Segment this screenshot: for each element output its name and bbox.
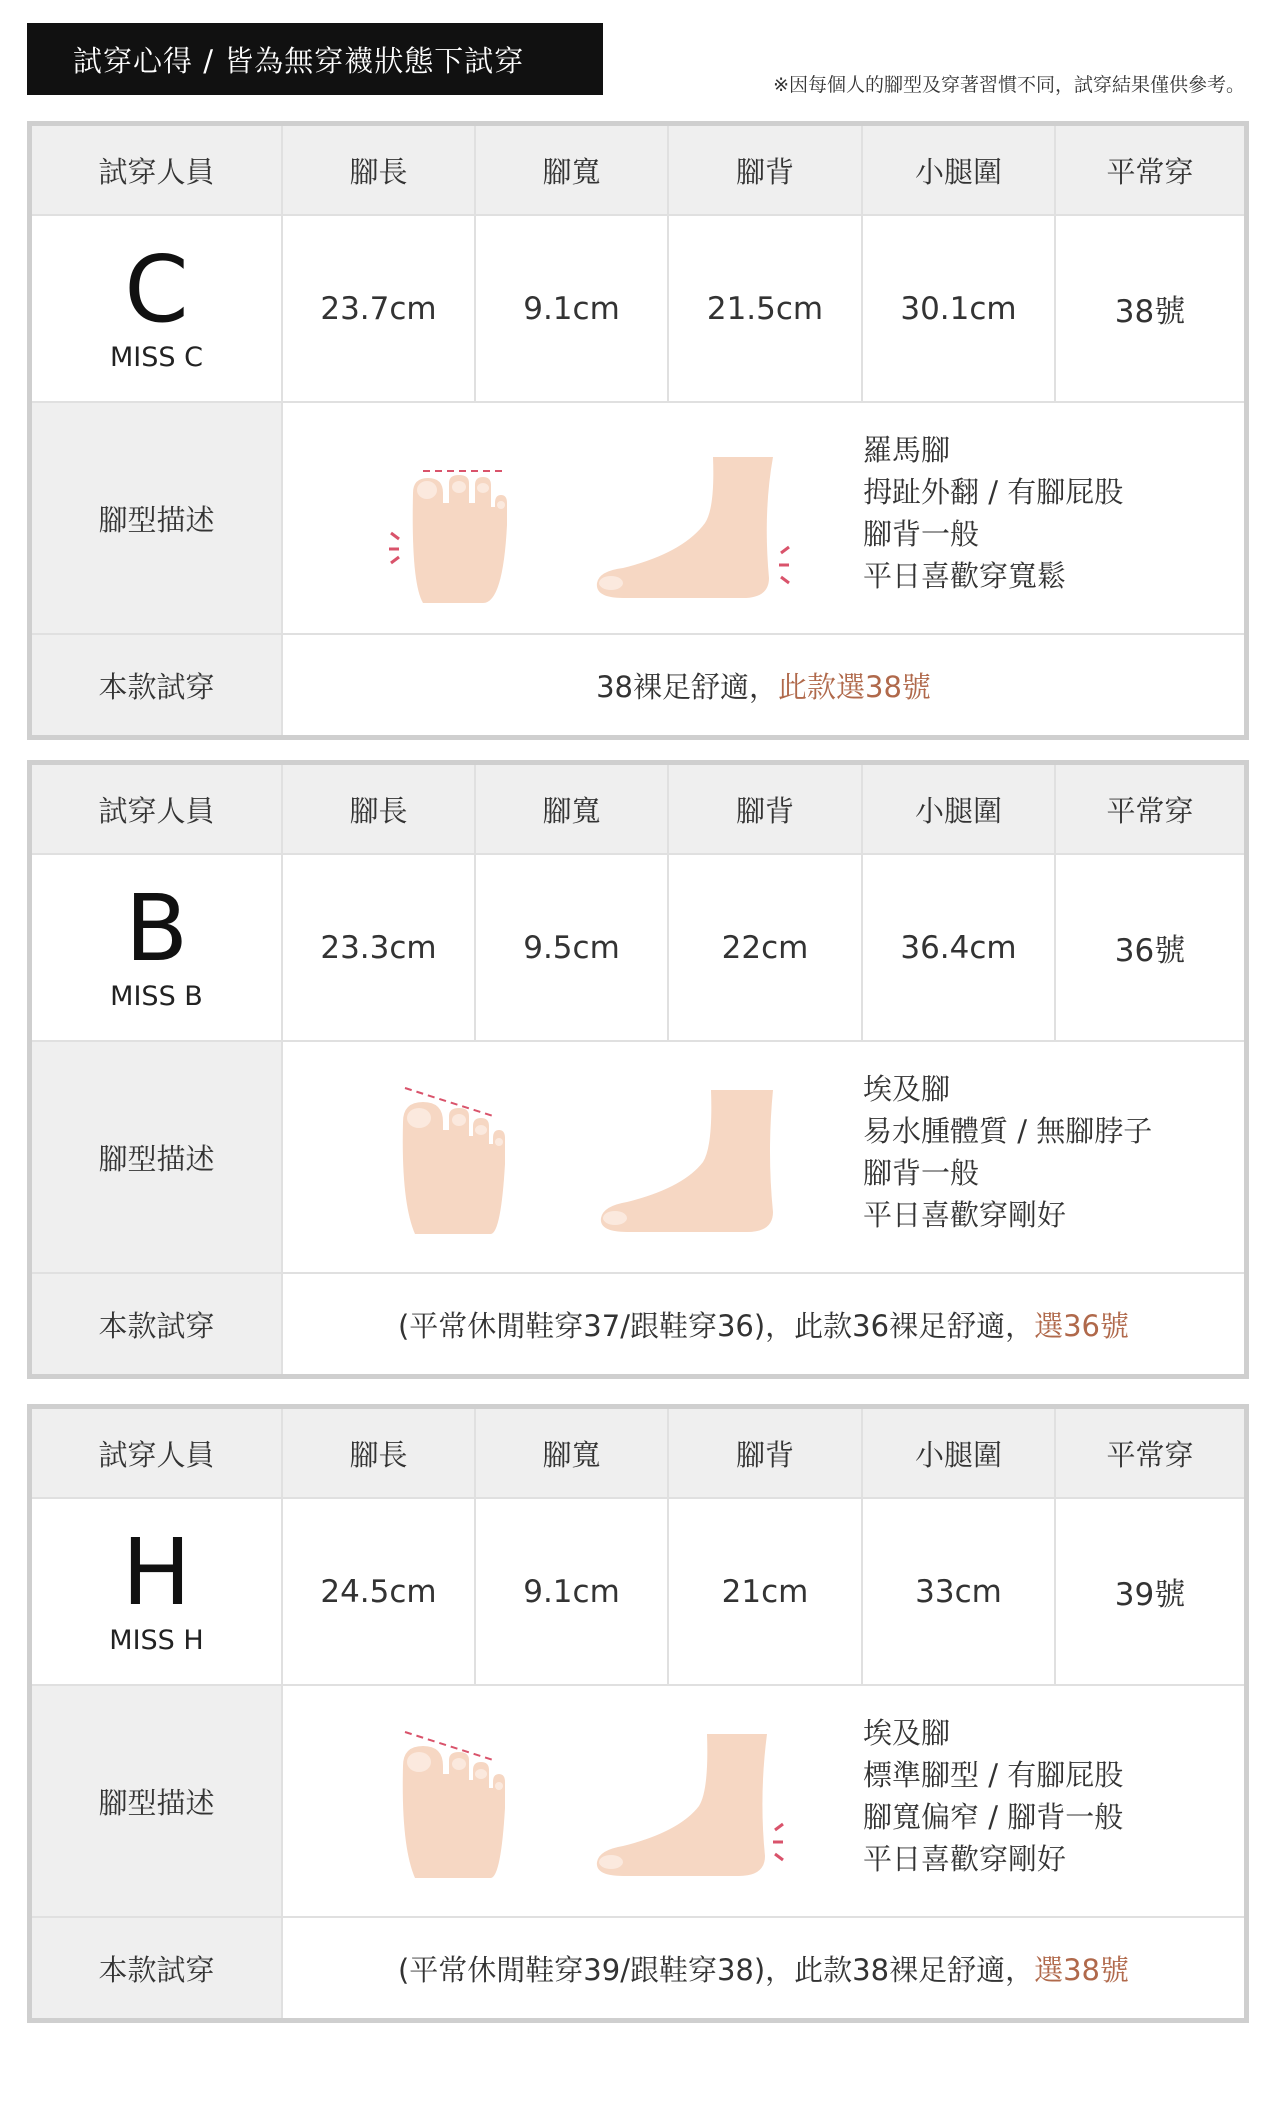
foot-description-row xyxy=(32,403,1244,635)
header-row xyxy=(32,126,1244,216)
header-row xyxy=(32,1409,1244,1499)
tester-card-c xyxy=(27,121,1249,740)
col-header-width: 腳寬 xyxy=(476,1409,669,1497)
page-title: 試穿心得 / 皆為無穿襪狀態下試穿 xyxy=(27,23,603,95)
col-header-width: 腳寬 xyxy=(476,765,669,853)
trial-text: (平常休閒鞋穿39/跟鞋穿38)，此款38裸足舒適， xyxy=(397,1952,1035,1987)
recommended-size: 選36號 xyxy=(1034,1308,1129,1343)
calf-value: 33cm xyxy=(863,1499,1056,1684)
foot-description-row xyxy=(32,1042,1244,1274)
foot-description-text: 埃及腳 易水腫體質 / 無腳脖子 腳背一般 平日喜歡穿剛好 xyxy=(863,1072,1153,1232)
tester-letter: B xyxy=(124,875,189,982)
col-header-calf: 小腿圍 xyxy=(863,765,1056,853)
foot-width-value: 9.5cm xyxy=(476,855,669,1040)
foot-description-row xyxy=(32,1686,1244,1918)
col-header-usual-size: 平常穿 xyxy=(1106,154,1194,189)
foot-side-icon xyxy=(583,1082,803,1242)
trial-text: 38裸足舒適， xyxy=(596,669,778,704)
disclaimer-note: ※因每個人的腳型及穿著習慣不同，試穿結果僅供參考。 xyxy=(773,74,1245,96)
calf-value: 30.1cm xyxy=(863,216,1056,401)
trial-result-row xyxy=(32,635,1244,735)
col-header-tester: 試穿人員 xyxy=(32,765,283,853)
egyptian-toes-icon xyxy=(383,1726,533,1886)
tester-name: MISS B xyxy=(110,981,203,1012)
trial-result xyxy=(283,635,1244,735)
roman-toes-icon xyxy=(383,463,533,603)
tester-card-h xyxy=(27,1404,1249,2023)
foot-description-text: 埃及腳 標準腳型 / 有腳屁股 腳寬偏窄 / 腳背一般 平日喜歡穿剛好 xyxy=(863,1716,1124,1876)
col-header-length: 腳長 xyxy=(283,765,476,853)
measurement-row xyxy=(32,855,1244,1042)
egyptian-toes-icon xyxy=(383,1082,533,1242)
tester-name: MISS H xyxy=(109,1625,204,1656)
desc-label: 腳型描述 xyxy=(32,1042,283,1272)
foot-side-icon xyxy=(583,453,803,603)
col-header-length: 腳長 xyxy=(283,1409,476,1497)
col-header-calf: 小腿圍 xyxy=(863,1409,1056,1497)
trial-result xyxy=(283,1274,1244,1374)
trial-result-row xyxy=(32,1918,1244,2018)
recommended-size: 選38號 xyxy=(1034,1952,1129,1987)
recommended-size: 此款選38號 xyxy=(778,669,931,704)
col-header-length: 腳長 xyxy=(283,126,476,214)
measurement-row xyxy=(32,1499,1244,1686)
usual-size-value: 39號 xyxy=(1114,1577,1186,1613)
desc-content xyxy=(283,1686,1244,1916)
foot-description-text: 羅馬腳 拇趾外翻 / 有腳屁股 腳背一般 平日喜歡穿寬鬆 xyxy=(863,433,1124,593)
tester-identity xyxy=(32,1499,283,1684)
instep-value: 21cm xyxy=(669,1499,863,1684)
col-header-usual-size: 平常穿 xyxy=(1106,1437,1194,1472)
col-header-tester: 試穿人員 xyxy=(32,126,283,214)
col-header-width: 腳寬 xyxy=(476,126,669,214)
col-header-tester: 試穿人員 xyxy=(32,1409,283,1497)
trial-result-row xyxy=(32,1274,1244,1374)
col-header-usual-size: 平常穿 xyxy=(1106,793,1194,828)
foot-length-value: 24.5cm xyxy=(283,1499,476,1684)
foot-length-value: 23.7cm xyxy=(283,216,476,401)
tester-identity xyxy=(32,216,283,401)
desc-content xyxy=(283,1042,1244,1272)
trial-label: 本款試穿 xyxy=(32,635,283,735)
col-header-calf: 小腿圍 xyxy=(863,126,1056,214)
tester-letter: C xyxy=(124,236,189,343)
desc-label: 腳型描述 xyxy=(32,1686,283,1916)
desc-label: 腳型描述 xyxy=(32,403,283,633)
instep-value: 21.5cm xyxy=(669,216,863,401)
tester-identity xyxy=(32,855,283,1040)
trial-label: 本款試穿 xyxy=(32,1274,283,1374)
foot-length-value: 23.3cm xyxy=(283,855,476,1040)
usual-size-value: 38號 xyxy=(1114,294,1186,330)
tester-card-b xyxy=(27,760,1249,1379)
tester-letter: H xyxy=(121,1519,192,1626)
col-header-instep: 腳背 xyxy=(669,765,863,853)
foot-side-icon xyxy=(583,1726,803,1886)
trial-result xyxy=(283,1918,1244,2018)
trial-text: (平常休閒鞋穿37/跟鞋穿36)，此款36裸足舒適， xyxy=(397,1308,1035,1343)
calf-value: 36.4cm xyxy=(863,855,1056,1040)
instep-value: 22cm xyxy=(669,855,863,1040)
col-header-instep: 腳背 xyxy=(669,1409,863,1497)
foot-width-value: 9.1cm xyxy=(476,216,669,401)
header-row xyxy=(32,765,1244,855)
trial-label: 本款試穿 xyxy=(32,1918,283,2018)
desc-content xyxy=(283,403,1244,633)
measurement-row xyxy=(32,216,1244,403)
usual-size-value: 36號 xyxy=(1114,933,1186,969)
col-header-instep: 腳背 xyxy=(669,126,863,214)
tester-name: MISS C xyxy=(110,342,203,373)
foot-width-value: 9.1cm xyxy=(476,1499,669,1684)
